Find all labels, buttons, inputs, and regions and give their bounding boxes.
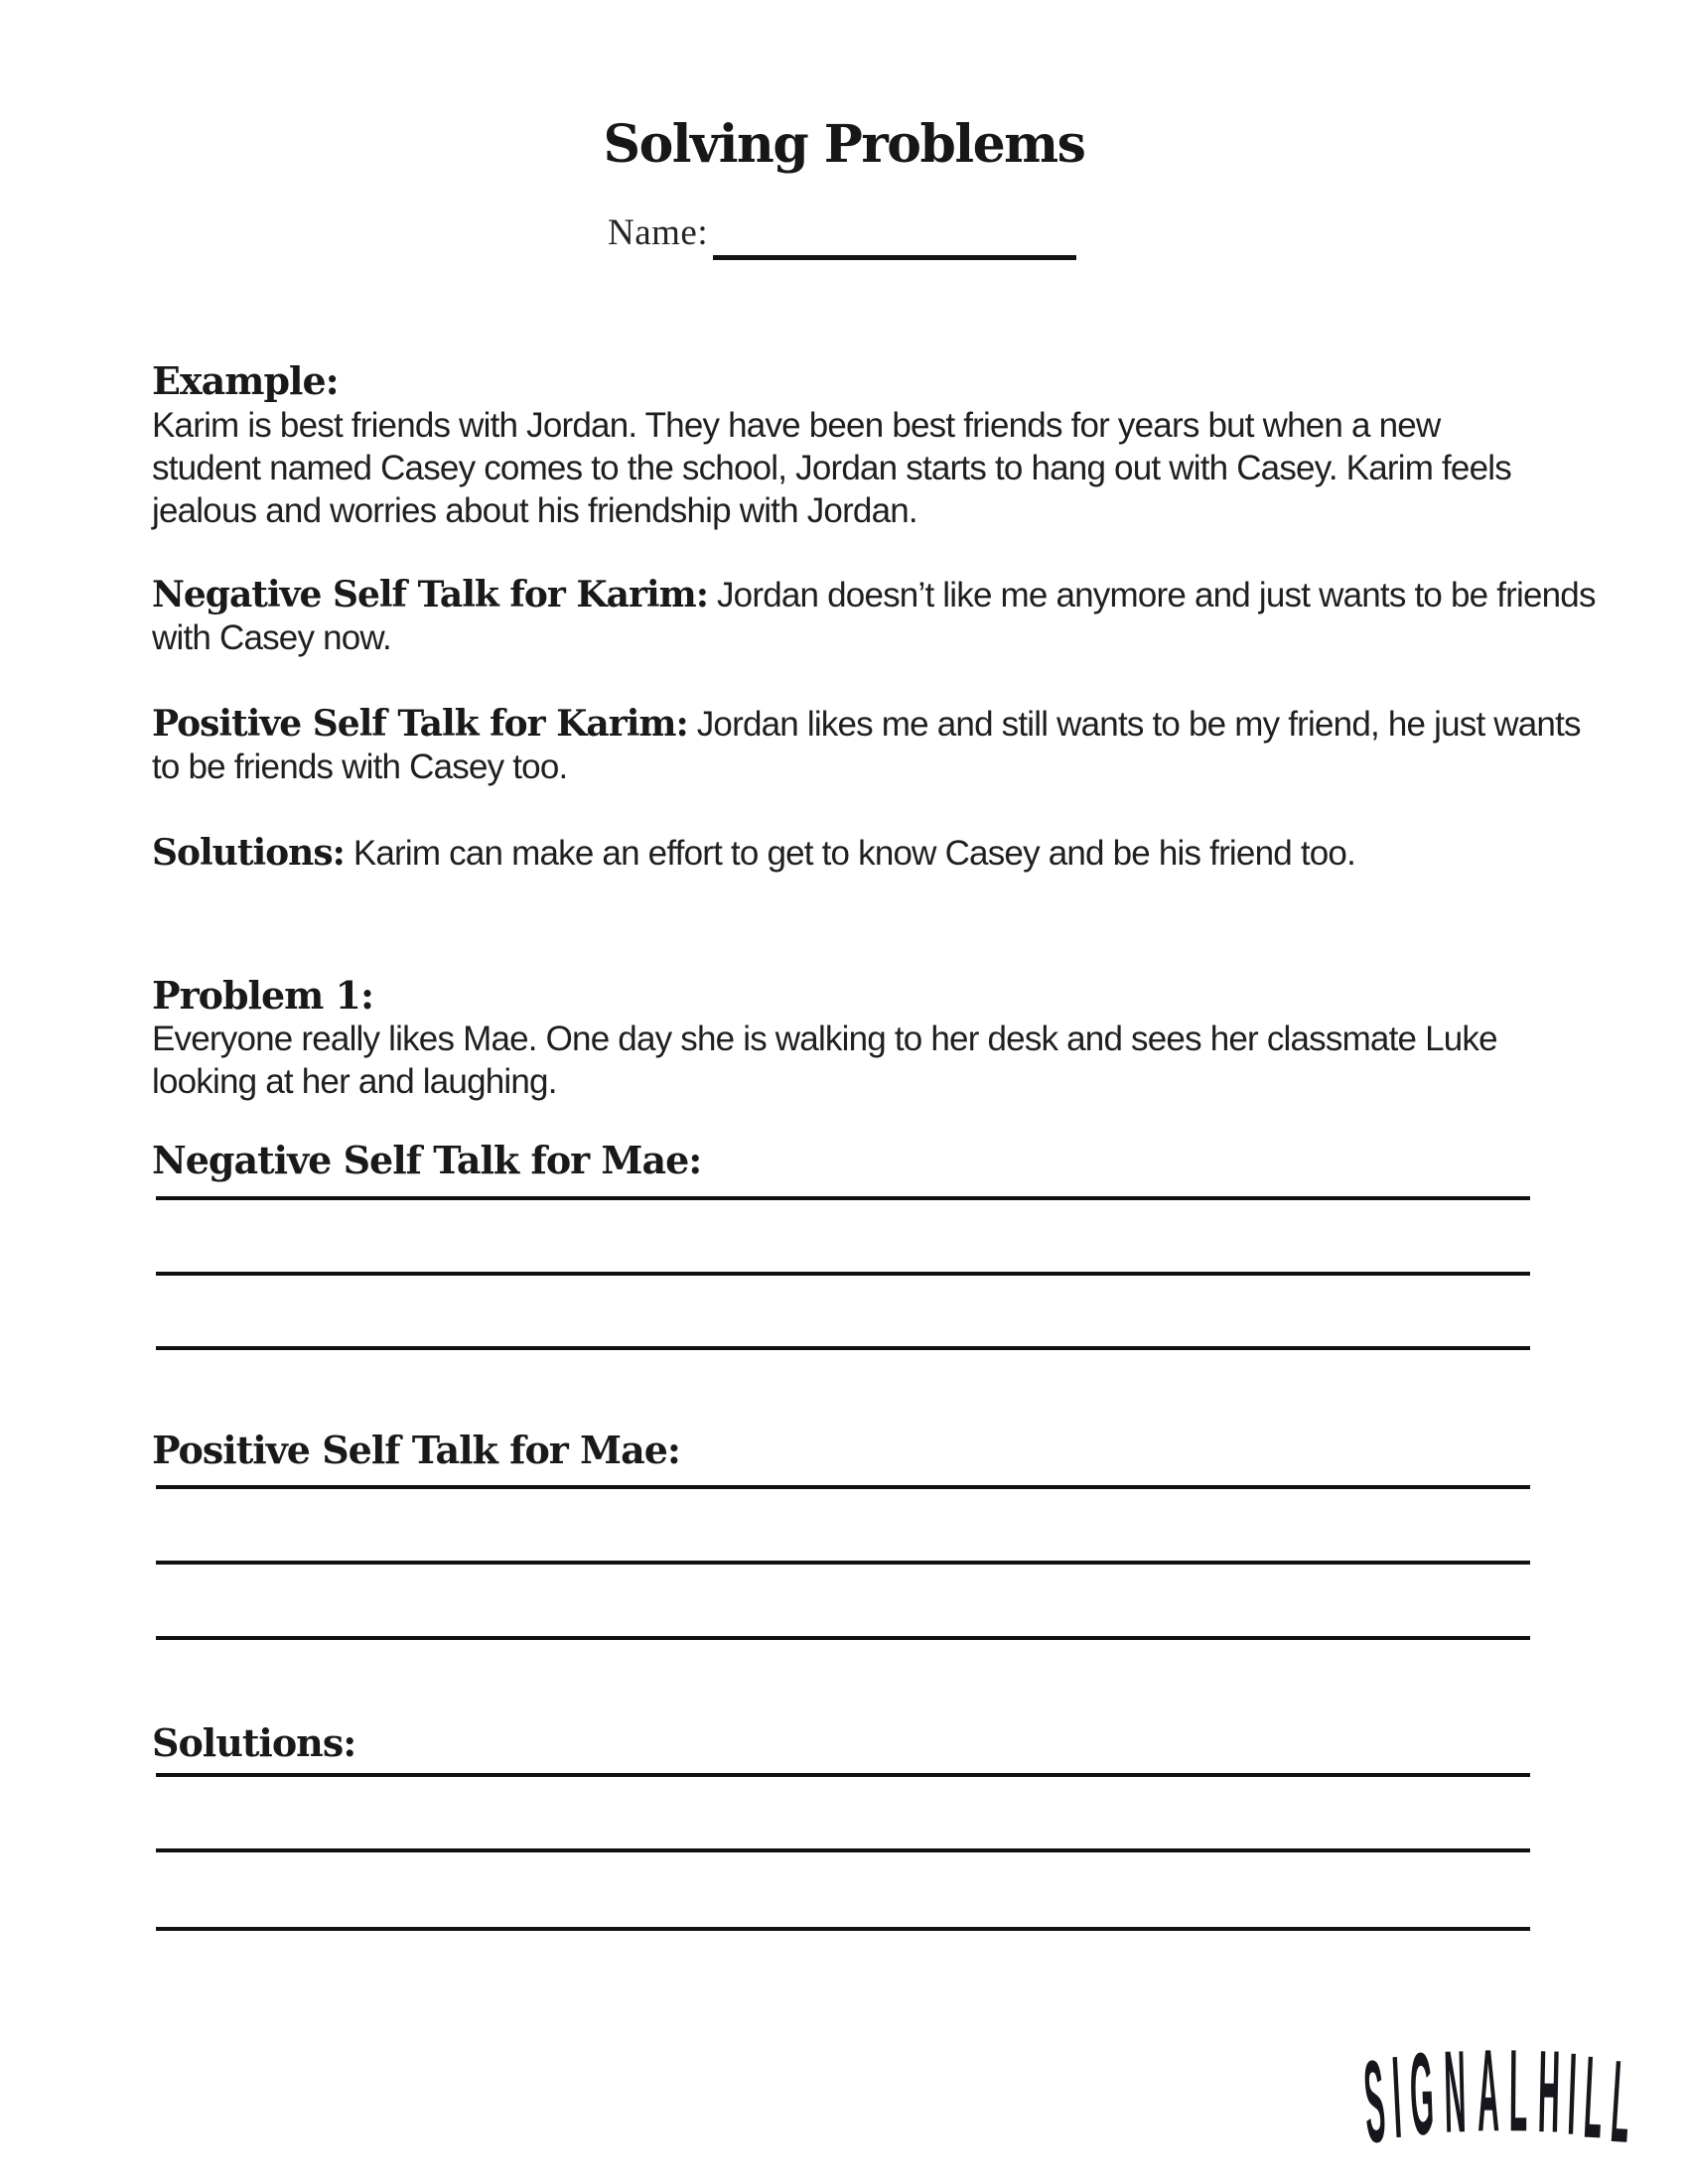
signalhill-logo-letter: I	[1389, 2031, 1405, 2163]
example-solutions-text: Karim can make an effort to get to know Casey and be his friend too.	[352, 834, 1355, 873]
example-story-line: student named Casey comes to the school, Jordan starts to hang out with Casey. Karim feels	[152, 449, 1511, 487]
signalhill-logo-letter: A	[1477, 2024, 1499, 2156]
answer-line-solutions-1[interactable]	[156, 1773, 1530, 1777]
page-title: Solving Problems	[603, 114, 1085, 175]
answer-line-positive-2[interactable]	[156, 1561, 1530, 1565]
positive-selftalk-karim-text: Jordan likes me and still wants to be my friend, he just wants	[696, 705, 1581, 744]
name-input-line[interactable]	[713, 255, 1076, 260]
problem1-story-line: looking at her and laughing.	[152, 1062, 557, 1101]
signalhill-logo-letter: G	[1407, 2027, 1436, 2160]
example-heading: Example:	[152, 358, 339, 403]
positive-selftalk-karim-text: to be friends with Casey too.	[152, 748, 568, 786]
negative-selftalk-mae-heading: Negative Self Talk for Mae:	[152, 1138, 702, 1182]
negative-selftalk-karim-label: Negative Self Talk for Karim:	[152, 574, 709, 615]
problem1-story	[152, 1018, 1497, 1103]
problem1-solutions-heading: Solutions:	[152, 1720, 356, 1765]
answer-line-negative-3[interactable]	[156, 1346, 1530, 1350]
answer-line-solutions-3[interactable]	[156, 1927, 1530, 1931]
positive-selftalk-mae-heading: Positive Self Talk for Mae:	[152, 1428, 680, 1472]
answer-line-solutions-2[interactable]	[156, 1848, 1530, 1852]
signalhill-logo-letter: S	[1360, 2035, 1389, 2168]
signalhill-logo-letter: L	[1608, 2035, 1635, 2168]
signalhill-logo	[1360, 2024, 1635, 2168]
signalhill-logo-letter: L	[1581, 2031, 1607, 2163]
signalhill-logo-letter: N	[1443, 2025, 1468, 2157]
answer-line-negative-1[interactable]	[156, 1196, 1530, 1200]
positive-selftalk-karim-label: Positive Self Talk for Karim:	[152, 703, 688, 745]
answer-line-positive-1[interactable]	[156, 1485, 1530, 1489]
name-label: Name:	[608, 212, 709, 253]
problem1-story-line: Everyone really likes Mae. One day she is walking to her desk and sees her classmate Luke	[152, 1020, 1497, 1058]
answer-line-negative-2[interactable]	[156, 1272, 1530, 1276]
example-negative-selftalk	[152, 574, 1596, 659]
example-story	[152, 404, 1511, 532]
example-positive-selftalk	[152, 703, 1581, 788]
problem1-heading: Problem 1:	[152, 973, 374, 1018]
negative-selftalk-karim-text: Jordan doesn’t like me anymore and just wants to be friends	[716, 576, 1596, 614]
negative-selftalk-karim-text: with Casey now.	[152, 618, 391, 657]
signalhill-logo-letter: L	[1508, 2024, 1528, 2156]
signalhill-logo-letter: H	[1536, 2025, 1562, 2157]
example-story-line: Karim is best friends with Jordan. They have been best friends for years but when a new	[152, 406, 1441, 445]
example-story-line: jealous and worries about his friendship with Jordan.	[152, 491, 917, 530]
example-solutions-label: Solutions:	[152, 832, 345, 874]
answer-line-positive-3[interactable]	[156, 1636, 1530, 1640]
example-solutions	[152, 832, 1355, 875]
signalhill-logo-letter: I	[1565, 2028, 1579, 2159]
